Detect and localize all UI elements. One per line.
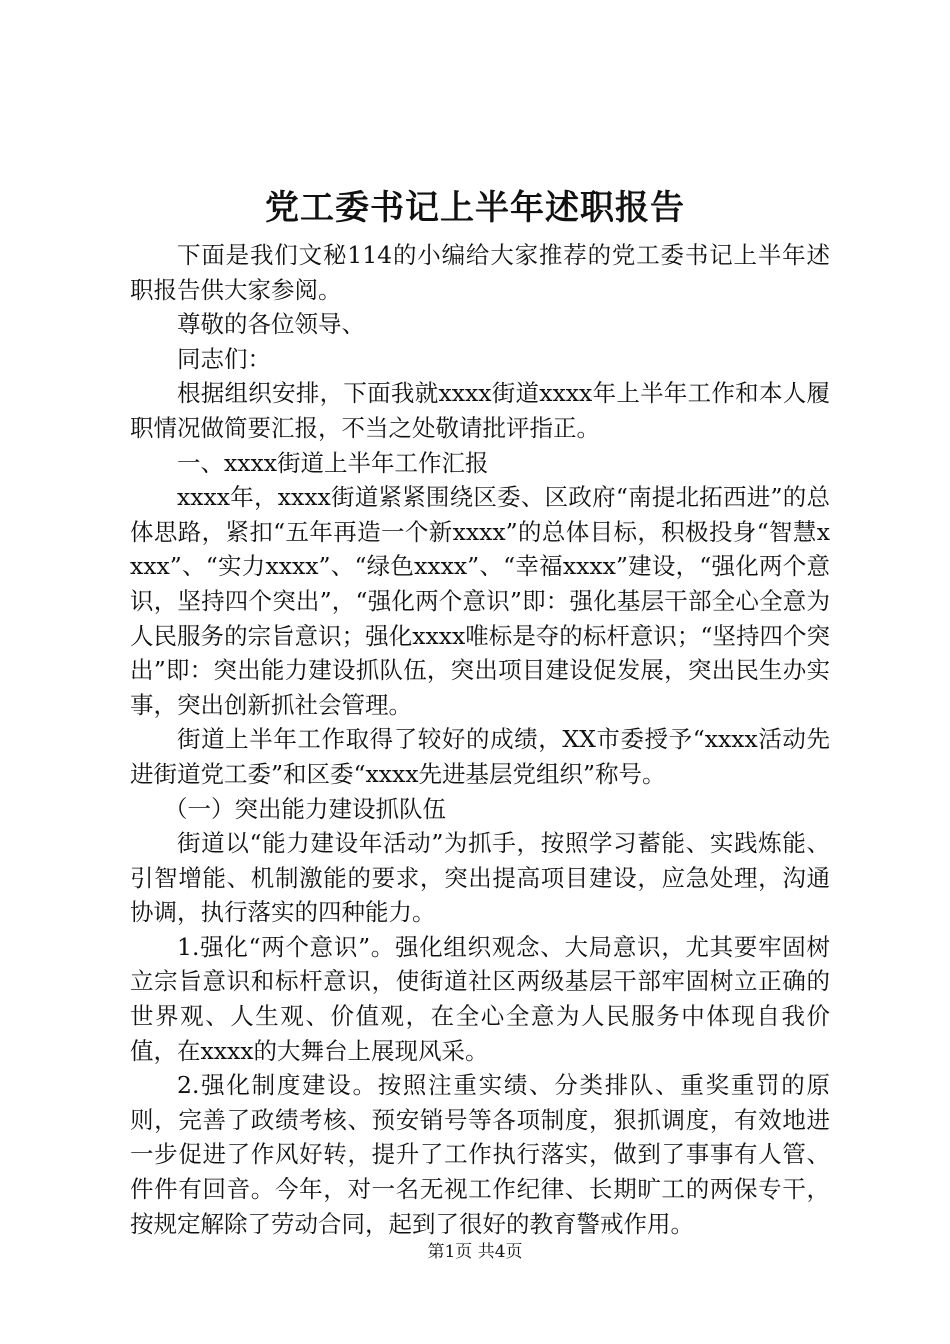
paragraph-item-1: 1.强化“两个意识”。强化组织观念、大局意识，尤其要牢固树立宗旨意识和标杆意识，使街道社区两级基层干部牢固树立正确的世界观、人生观、价值观，在全心全意为人民服务中体现自我价值，在xxxx的大舞台上展现风采。 (130, 932, 830, 1065)
paragraph-overview: xxxx年，xxxx街道紧紧围绕区委、区政府“南提北拓西进”的总体思路，紧扣“五年再造一个新xxxx”的总体目标，积极投身“智慧xxxx”、“实力xxxx”、“绿色xxxx”、“幸福xxxx”建设，“强化两个意识，坚持四个突出”，“强化两个意识”即：强化基层干部全心全意为人民服务的宗旨意识；强化xxxx唯标是夺的标杆意识；“坚持四个突出”即：突出能力建设抓队伍，突出项目建设促发展，突出民生办实事，突出创新抓社会管理。 (130, 483, 830, 719)
paragraph-achievements: 街道上半年工作取得了较好的成绩，XX市委授予“xxxx活动先进街道党工委”和区委“xxxx先进基层党组织”称号。 (130, 725, 830, 788)
paragraph-item-2: 2.强化制度建设。按照注重实绩、分类排队、重奖重罚的原则，完善了政绩考核、预安销号等各项制度，狠抓调度，有效地进一步促进了作风好转，提升了工作执行落实，做到了事事有人管、件件有回音。今年，对一名无视工作纪律、长期旷工的两保专干，按规定解除了劳动合同，起到了很好的教育警戒作用。 (130, 1071, 830, 1238)
subsection-heading-1: （一）突出能力建设抓队伍 (164, 794, 446, 823)
paragraph-opening: 根据组织安排，下面我就xxxx街道xxxx年上半年工作和本人履职情况做简要汇报，不当之处敬请批评指正。 (130, 379, 830, 442)
section-heading-1: 一、xxxx街道上半年工作汇报 (177, 448, 489, 477)
document-body (130, 238, 830, 1241)
paragraph-comrades: 同志们： (177, 344, 271, 373)
page-number: 第1页 共4页 (427, 1242, 523, 1262)
paragraph-intro: 下面是我们文秘114的小编给大家推荐的党工委书记上半年述职报告供大家参阅。 (130, 241, 830, 304)
paragraph-salutation: 尊敬的各位领导、 (177, 310, 365, 339)
document-title: 党工委书记上半年述职报告 (265, 188, 685, 228)
paragraph-capability: 街道以“能力建设年活动”为抓手，按照学习蓄能、实践炼能、引智增能、机制激能的要求，突出提高项目建设，应急处理，沟通协调，执行落实的四种能力。 (130, 829, 830, 927)
